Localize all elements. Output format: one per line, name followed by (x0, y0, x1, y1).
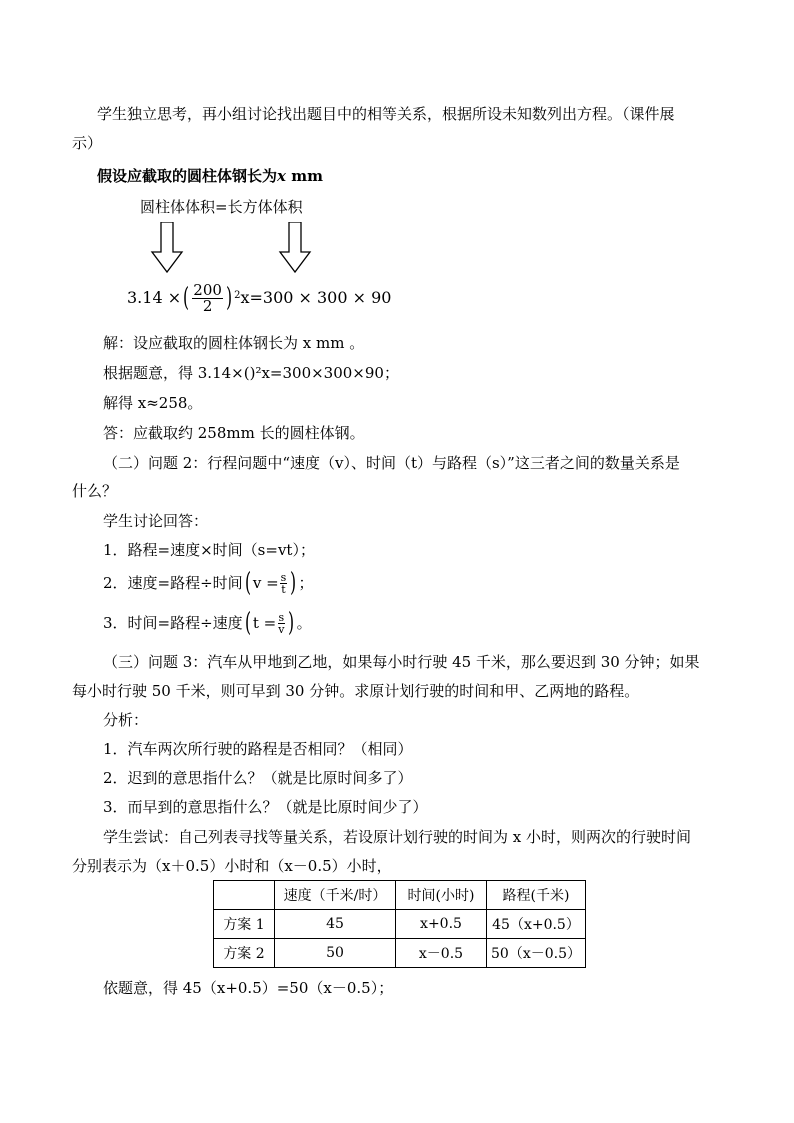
intro-line-1: 学生独立思考，再小组讨论找出题目中的相等关系，根据所设未知数列出方程。（课件展 (97, 105, 675, 123)
table-cell: x+0.5 (396, 910, 487, 939)
solution-line-1: 解：设应截取的圆柱体钢长为 x mm 。 (103, 334, 365, 352)
student-try-line-2: 分别表示为（x＋0.5）小时和（x－0.5）小时， (72, 857, 392, 875)
figure-assumption (97, 166, 323, 186)
solution-line-3: 解得 x≈258。 (103, 394, 203, 412)
item2-var: v = (252, 574, 279, 592)
table-cell: 方案 1 (214, 910, 275, 939)
eq-fraction (192, 280, 223, 315)
eq-left: 3.14 × (127, 288, 182, 307)
plan-table (213, 880, 586, 968)
eq-left-paren: ( (183, 283, 190, 313)
down-arrow-left-icon (152, 222, 182, 272)
intro-line-2: 示） (72, 134, 103, 152)
analysis-label: 分析： (103, 711, 149, 729)
item2-right-paren: ) (290, 568, 297, 598)
eq-den: 2 (202, 296, 213, 315)
table-header-row (214, 881, 586, 910)
analysis-item-3: 3．而早到的意思指什么？（就是比原时间少了） (103, 798, 428, 816)
analysis-item-2: 2．迟到的意思指什么？（就是比原时间多了） (103, 769, 413, 787)
item2-den: t (281, 582, 286, 596)
relation-label: 圆柱体体积=长方体体积 (140, 198, 303, 216)
table-cell: 45（x+0.5） (487, 910, 586, 939)
discussion-label: 学生讨论回答： (103, 512, 209, 530)
table-row (214, 910, 586, 939)
table-cell: 50 (275, 939, 396, 968)
table-header-cell: 时间(小时) (396, 881, 487, 910)
table-cell: x－0.5 (396, 939, 487, 968)
item3-fraction (277, 612, 285, 635)
table-header-cell (214, 881, 275, 910)
table-header-cell: 速度（千米/时） (275, 881, 396, 910)
down-arrows (150, 222, 320, 274)
item2-semicolon: ； (298, 574, 314, 592)
item2-num: s (280, 570, 287, 584)
table-cell: 50（x－0.5） (487, 939, 586, 968)
eq-exponent: 2 (234, 290, 241, 301)
table-row (214, 939, 586, 968)
question-3-line-1: （三）问题 3：汽车从甲地到乙地，如果每小时行驶 45 千米，那么要迟到 30 分钟；如果 (103, 653, 700, 671)
item3-left-paren: ( (244, 608, 251, 638)
item2-left-paren: ( (244, 568, 251, 598)
eq-right: x=300 × 300 × 90 (240, 288, 392, 307)
solution-line-4: 答：应截取约 258mm 长的圆柱体钢。 (103, 424, 365, 442)
item3-text: 3．时间=路程÷速度 (103, 614, 243, 632)
assume-text: 假设应截取的圆柱体钢长为 (97, 167, 278, 185)
relation-item-3 (103, 603, 312, 643)
assume-unit: mm (285, 167, 323, 185)
question-2-line-2: 什么？ (72, 482, 118, 500)
item3-num: s (278, 610, 285, 624)
item3-var: t = (252, 614, 277, 632)
assume-var: x (277, 167, 286, 185)
student-try-line-1: 学生尝试：自己列表寻找等量关系，若设原计划行驶的时间为 x 小时，则两次的行驶时间 (103, 828, 691, 846)
eq-right-paren: ) (225, 283, 233, 313)
down-arrow-right-icon (280, 222, 310, 272)
final-equation: 依题意，得 45（x+0.5）=50（x－0.5）； (103, 979, 394, 997)
item2-text: 2．速度=路程÷时间 (103, 574, 243, 592)
table-cell: 45 (275, 910, 396, 939)
item3-den: v (278, 622, 285, 636)
table-cell: 方案 2 (214, 939, 275, 968)
question-3-line-2: 每小时行驶 50 千米，则可早到 30 分钟。求原计划行驶的时间和甲、乙两地的路程。 (72, 682, 640, 700)
question-2-line-1: （二）问题 2：行程问题中“速度（v）、时间（t）与路程（s）”这三者之间的数量关系是 (103, 454, 680, 472)
item3-right-paren: ) (288, 608, 295, 638)
eq-num: 200 (193, 280, 222, 299)
analysis-item-1: 1．汽车两次所行驶的路程是否相同？（相同） (103, 740, 413, 758)
solution-line-2: 根据题意，得 3.14×()²x=300×300×90； (103, 364, 399, 382)
item2-fraction (280, 572, 288, 595)
volume-equation (127, 278, 391, 318)
item3-period: 。 (296, 614, 312, 632)
relation-item-1: 1．路程=速度×时间（s=vt）； (103, 541, 315, 559)
table-header-cell: 路程(千米) (487, 881, 586, 910)
relation-item-2 (103, 563, 313, 603)
